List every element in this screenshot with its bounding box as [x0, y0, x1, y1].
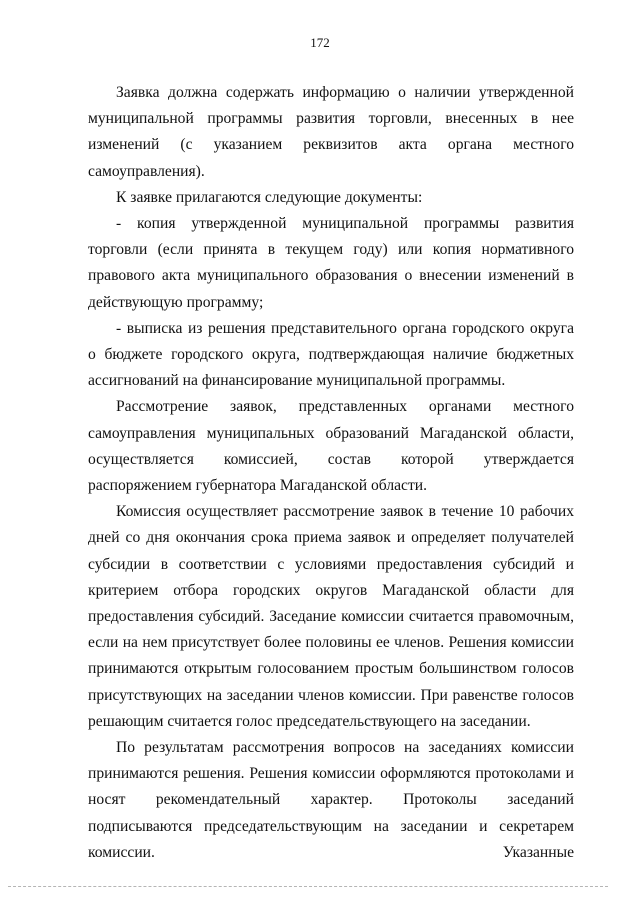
- paragraph-commission-procedure: Комиссия осуществляет рассмотрение заявок в течение 10 рабочих дней со дня окончания срока приема заявок и определяет получателей субсидии в соответствии с условиями предоставления субсидий и критерием отбора городских округов Магаданской области для предоставления субсидий. Заседание комиссии считается правомочным, если на нем присутствует более половины ее членов. Решения комиссии принимаются открытым голосованием простым большинством голосов присутствующих на заседании членов комиссии. При равенстве голосов решающим считается голос председательствующего на заседании.: [88, 503, 574, 730]
- scan-edge-line: [8, 886, 608, 888]
- paragraph-application-content: Заявка должна содержать информацию о наличии утвержденной муниципальной программы развития торговли, внесенных в нее изменений (с указанием реквизитов акта органа местного самоуправления).: [88, 84, 574, 180]
- list-item-budget-extract: - выписка из решения представительного органа городского округа о бюджете городского округа, подтверждающая наличие бюджетных ассигнований на финансирование муниципальной программы.: [88, 319, 574, 390]
- document-body: [88, 80, 574, 866]
- list-item-program-copy: - копия утвержденной муниципальной программы развития торговли (если принята в текущем году) или копия нормативного правового акта муниципального образования о внесении изменений в действующую программу;: [88, 215, 574, 311]
- paragraph-attached-documents: К заявке прилагаются следующие документы:: [116, 188, 423, 206]
- page-number: 172: [310, 35, 330, 50]
- paragraph-review-commission: Рассмотрение заявок, представленных органами местного самоуправления муниципальных образований Магаданской области, осуществляется комиссией, состав которой утверждается распоряжением губернатора Магаданской области.: [88, 398, 574, 495]
- paragraph-commission-decisions: По результатам рассмотрения вопросов на заседаниях комиссии принимаются решения. Решения комиссии оформляются протоколами и носят рекомендательный характер. Протоколы заседаний подписываются председательствующим на заседании и секретарем комиссии. Указанные: [88, 739, 574, 861]
